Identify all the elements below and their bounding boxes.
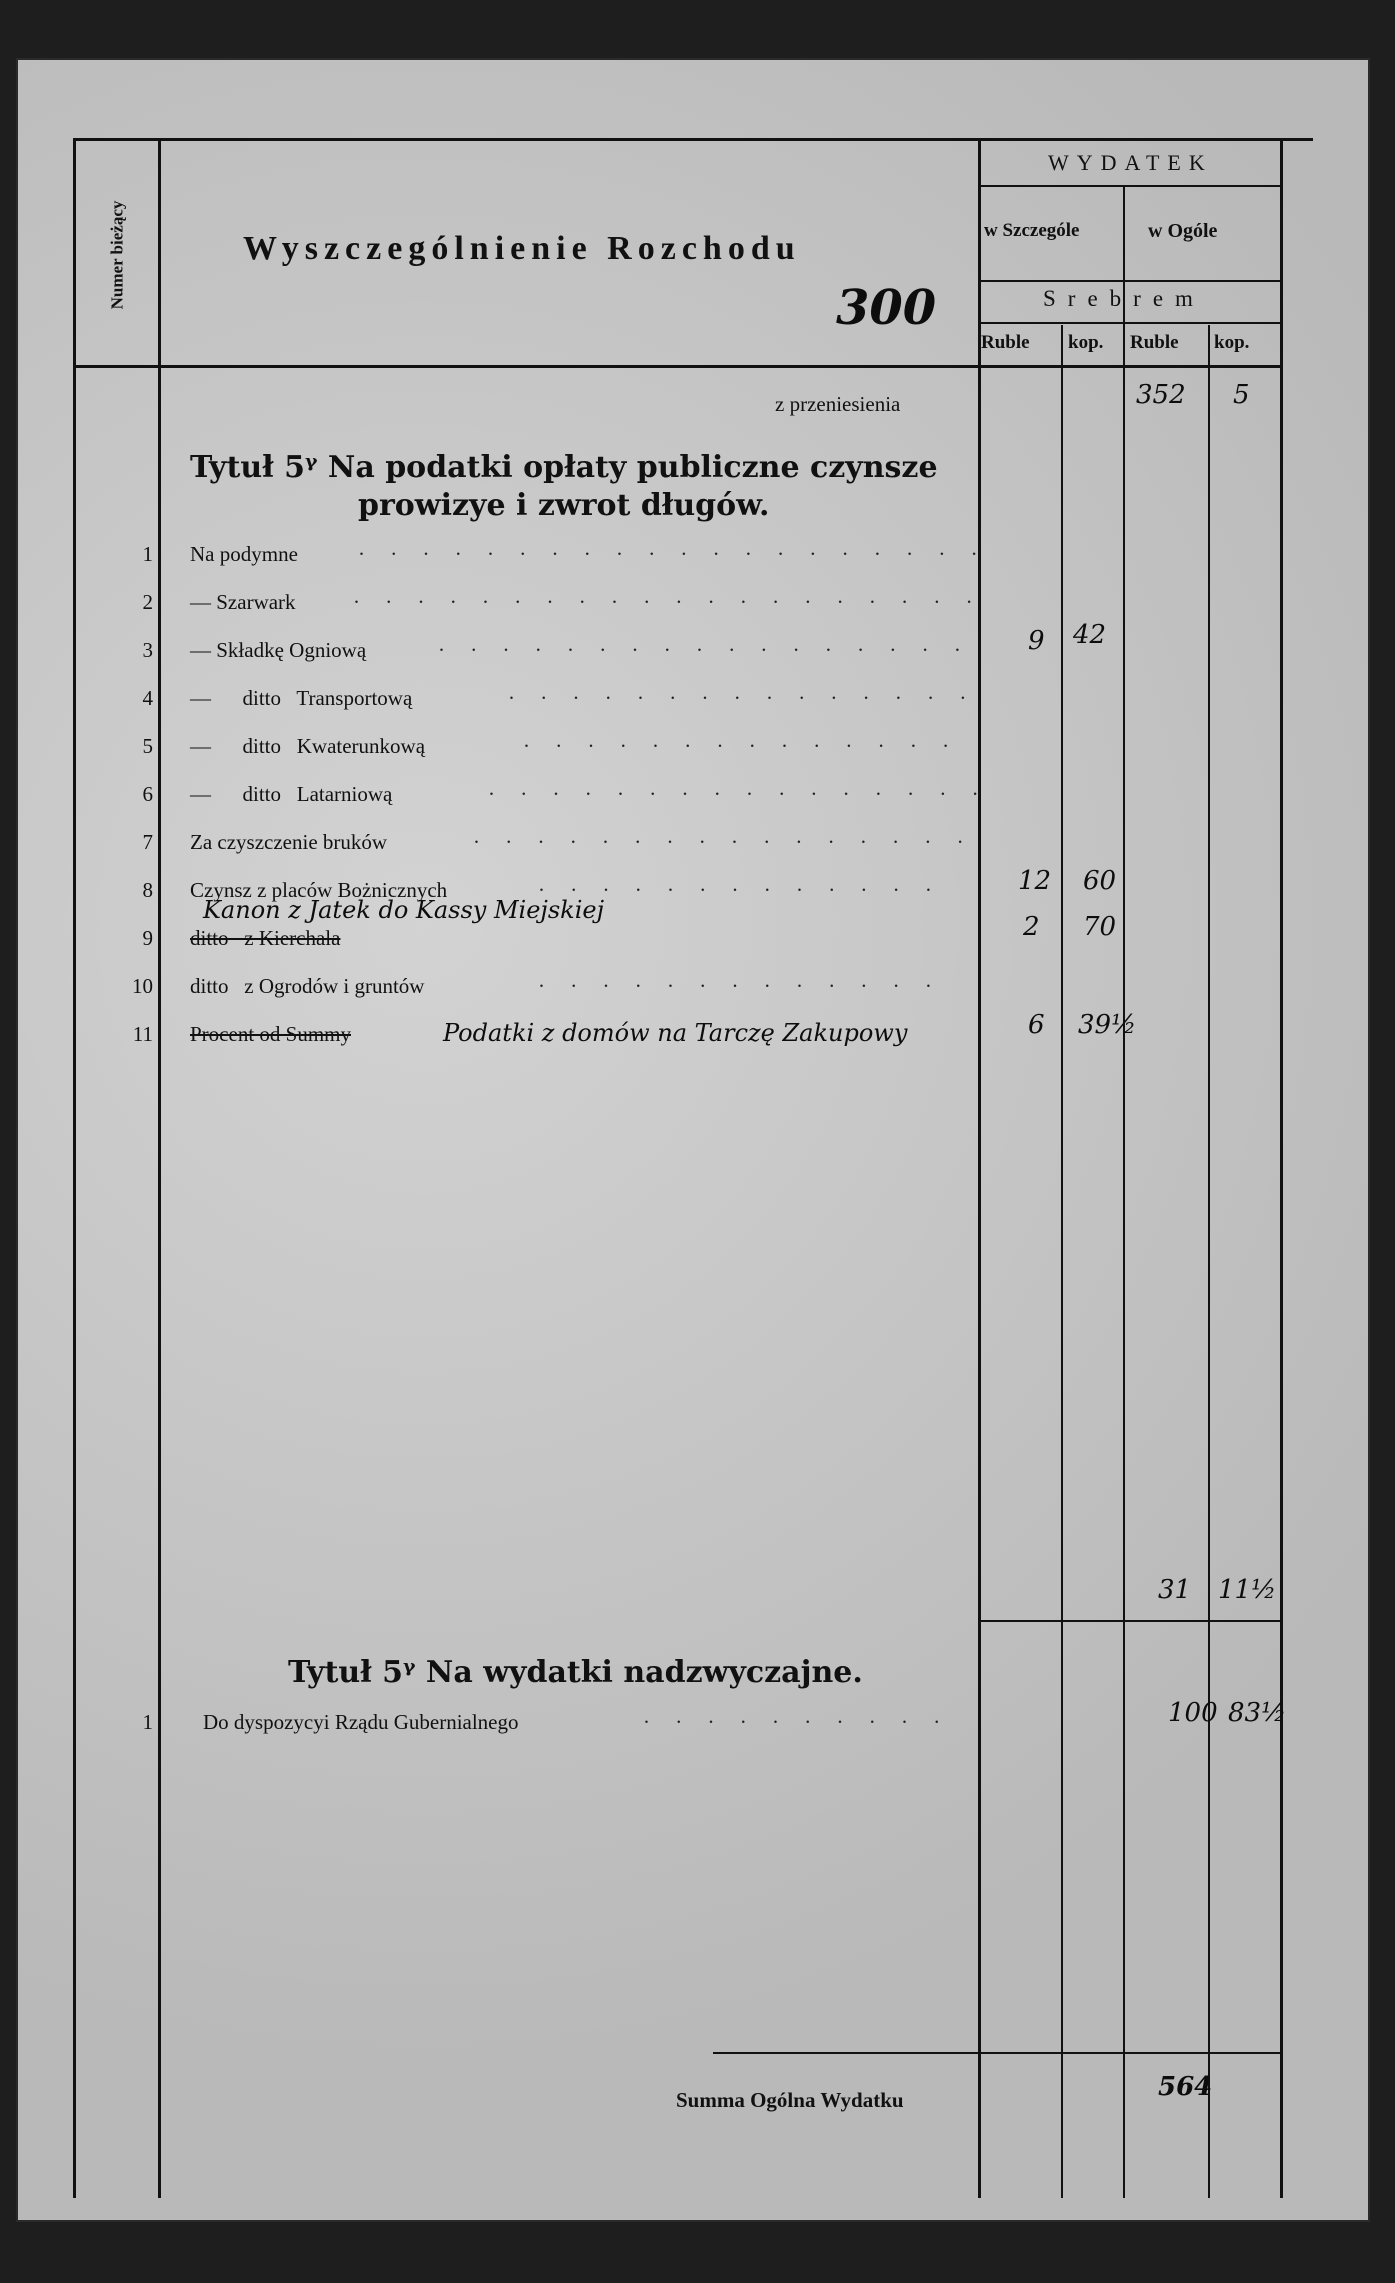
summary-label: Summa Ogólna Wydatku	[676, 2088, 904, 2112]
ruble-header-1: Ruble	[981, 332, 1030, 353]
row-label: — Szarwark	[190, 590, 296, 614]
row-number: 11	[132, 1022, 153, 1046]
row-ruble: 6	[1028, 1010, 1045, 1040]
detail-total-divider	[1123, 185, 1125, 2198]
currency-header: Srebrem	[1043, 286, 1205, 311]
detail-header: w Szczególe	[984, 220, 1080, 241]
leader-dots: · · · · · · · · · · · · · · · · · · · ·	[353, 590, 983, 614]
row-number: 6	[142, 782, 153, 806]
row-number: 5	[142, 734, 153, 758]
ruble-header-2: Ruble	[1130, 332, 1179, 353]
ruble-kop-divider-2	[1208, 325, 1210, 2198]
row-kop: 70	[1083, 912, 1117, 942]
page-title: Wyszczególnienie Rozchodu	[243, 230, 801, 267]
summary-ruble: 564	[1158, 2072, 1213, 2102]
columns-underline	[978, 280, 1281, 282]
frame-top	[73, 138, 1313, 141]
leader-dots: · · · · · · · · · · · · · · · · · · · ·	[358, 542, 988, 566]
row-label: — ditto Transportową	[190, 686, 413, 710]
row-kop: 42	[1073, 620, 1107, 650]
row-kop: 60	[1083, 866, 1117, 896]
total-header: w Ogóle	[1148, 220, 1218, 242]
leader-dots: · · · · · · · · · · · · · · · ·	[488, 782, 989, 806]
number-column-header: Numer bieżący	[107, 200, 126, 310]
leader-dots: · · · · · · · · · · · · · ·	[523, 734, 960, 758]
summary-line	[713, 2052, 1283, 2054]
leader-dots: · · · · · · · · · · · · · · · ·	[473, 830, 974, 854]
section1-title-line2: prowizye i zwrot długów.	[358, 488, 770, 523]
leader-dots: · · · · · · · · · ·	[643, 1710, 951, 1734]
row-number: 8	[142, 878, 153, 902]
row-label: Do dyspozycyi Rządu Gubernialnego	[203, 1710, 519, 1734]
kop-header-2: kop.	[1214, 332, 1250, 353]
srebrem-underline	[978, 322, 1281, 324]
kop-header-1: kop.	[1068, 332, 1104, 353]
section1-total-ruble: 31	[1158, 1575, 1192, 1605]
row-label-struck: Procent od Summy	[190, 1022, 351, 1046]
row-label-struck: ditto z Kierchala	[190, 926, 341, 950]
section1-title-line1: Tytuł 5ᵞ Na podatki opłaty publiczne czynsze	[190, 450, 938, 485]
row-total-ruble: 100	[1168, 1698, 1218, 1728]
row-handwritten-note: Kanon z Jatek do Kassy Miejskiej	[203, 896, 605, 924]
carry-over-kop: 5	[1233, 380, 1250, 410]
row-number: 1	[142, 1710, 153, 1734]
number-column-divider	[158, 138, 161, 2198]
handwritten-page-number: 300	[836, 280, 937, 336]
ruble-kop-divider-1	[1061, 325, 1063, 2198]
row-label: Na podymne	[190, 542, 298, 566]
row-label: — Składkę Ogniową	[190, 638, 367, 662]
frame-right	[1280, 138, 1283, 2198]
row-label: — ditto Latarniową	[190, 782, 393, 806]
carry-over-label: z przeniesienia	[775, 392, 901, 416]
leader-dots: · · · · · · · · · · · · · · ·	[508, 686, 977, 710]
row-handwritten-note: Podatki z domów na Tarczę Zakupowy	[443, 1019, 908, 1047]
row-number: 4	[142, 686, 153, 710]
row-label: — ditto Kwaterunkową	[190, 734, 426, 758]
row-total-kop: 83½	[1228, 1698, 1287, 1728]
row-ruble: 9	[1028, 626, 1045, 656]
row-number: 10	[132, 974, 153, 998]
leader-dots: · · · · · · · · · · · · ·	[538, 974, 942, 998]
row-label: Za czyszczenie bruków	[190, 830, 388, 854]
section1-total-kop: 11½	[1218, 1575, 1277, 1605]
frame-left	[73, 138, 76, 2198]
carry-over-ruble: 352	[1136, 380, 1186, 410]
leader-dots: · · · · · · · · · · · · · · · · ·	[438, 638, 971, 662]
wydatek-underline	[978, 185, 1281, 187]
wydatek-header: WYDATEK	[1048, 150, 1213, 175]
leader-dots: · · · · · · · · · · · · ·	[538, 878, 942, 902]
row-label: ditto z Ogrodów i gruntów	[190, 974, 425, 998]
section2-title: Tytuł 5ᵞ Na wydatki nadzwyczajne.	[288, 1655, 863, 1690]
row-kop: 39½	[1078, 1010, 1137, 1040]
row-ruble: 12	[1018, 866, 1052, 896]
row-number: 2	[142, 590, 153, 614]
subtotal-line	[978, 1620, 1281, 1622]
row-number: 1	[142, 542, 153, 566]
description-column-divider	[978, 138, 981, 2198]
row-number: 7	[142, 830, 153, 854]
header-bottom-line	[73, 365, 1283, 368]
row-number: 3	[142, 638, 153, 662]
row-label: Czynsz z placów Bożnicznych	[190, 878, 448, 902]
row-number: 9	[142, 926, 153, 950]
document-page	[18, 60, 1368, 2220]
row-ruble: 2	[1023, 912, 1040, 942]
